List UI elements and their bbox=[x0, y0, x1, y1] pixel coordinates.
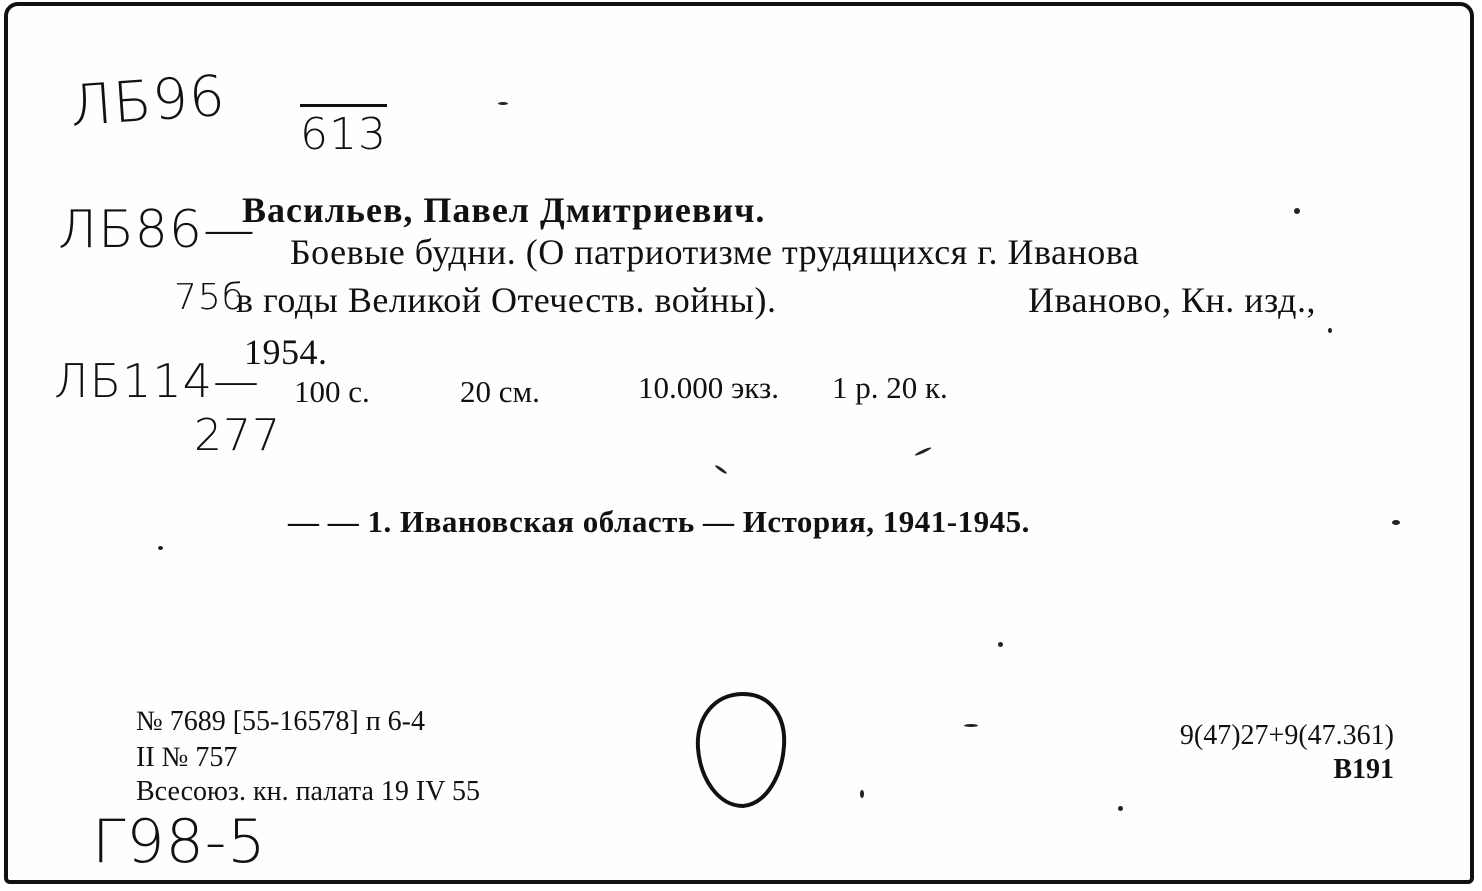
speck bbox=[1392, 520, 1400, 525]
speck bbox=[964, 724, 978, 727]
subject-heading: — — 1. Ивановская область — История, 1941-1945. bbox=[288, 504, 1030, 539]
catalog-card bbox=[4, 2, 1474, 884]
imprint-publisher: Иваново, Кн. изд., bbox=[1028, 280, 1316, 320]
card-series-line: II № 757 bbox=[136, 742, 238, 773]
handwritten-shelfmark-3-number: 277 bbox=[194, 410, 281, 461]
card-number-line: № 7689 [55-16578] п 6-4 bbox=[136, 706, 425, 737]
speck bbox=[1328, 328, 1332, 333]
imprint-year: 1954. bbox=[244, 332, 328, 372]
speck bbox=[998, 642, 1003, 647]
speck bbox=[714, 464, 727, 474]
handwritten-shelfmark-2: 75б bbox=[174, 277, 245, 318]
collation-price: 1 р. 20 к. bbox=[832, 370, 948, 405]
speck bbox=[1294, 208, 1300, 214]
collation-pages: 100 с. bbox=[294, 374, 370, 409]
author-mark: В191 bbox=[1333, 754, 1394, 785]
rod-hole-icon bbox=[688, 688, 798, 818]
author-heading: Васильев, Павел Дмитриевич. bbox=[242, 190, 766, 230]
speck bbox=[498, 102, 508, 105]
title-line-1: Боевые будни. (О патриотизме трудящихся г. Иванова bbox=[290, 232, 1140, 272]
collation-copies: 10.000 экз. bbox=[638, 370, 779, 405]
speck bbox=[860, 790, 864, 798]
handwritten-shelfmark-1: ЛБ86— bbox=[58, 200, 256, 260]
handwritten-bottom-code: Г98-5 bbox=[92, 807, 267, 877]
classification-index: 9(47)27+9(47.361) bbox=[1179, 720, 1394, 751]
collation-size: 20 см. bbox=[460, 374, 540, 409]
title-line-2: в годы Великой Отечеств. войны). bbox=[236, 280, 777, 320]
speck bbox=[914, 446, 932, 456]
speck bbox=[158, 546, 163, 550]
handwritten-shelfmark-3: ЛБ114— bbox=[54, 354, 260, 408]
handwritten-shelfmark-top-number: 613 bbox=[300, 104, 387, 157]
speck bbox=[1118, 806, 1123, 811]
handwritten-shelfmark-top: ЛБ96 bbox=[67, 63, 228, 140]
chamber-line: Всесоюз. кн. палата 19 IV 55 bbox=[136, 776, 480, 807]
